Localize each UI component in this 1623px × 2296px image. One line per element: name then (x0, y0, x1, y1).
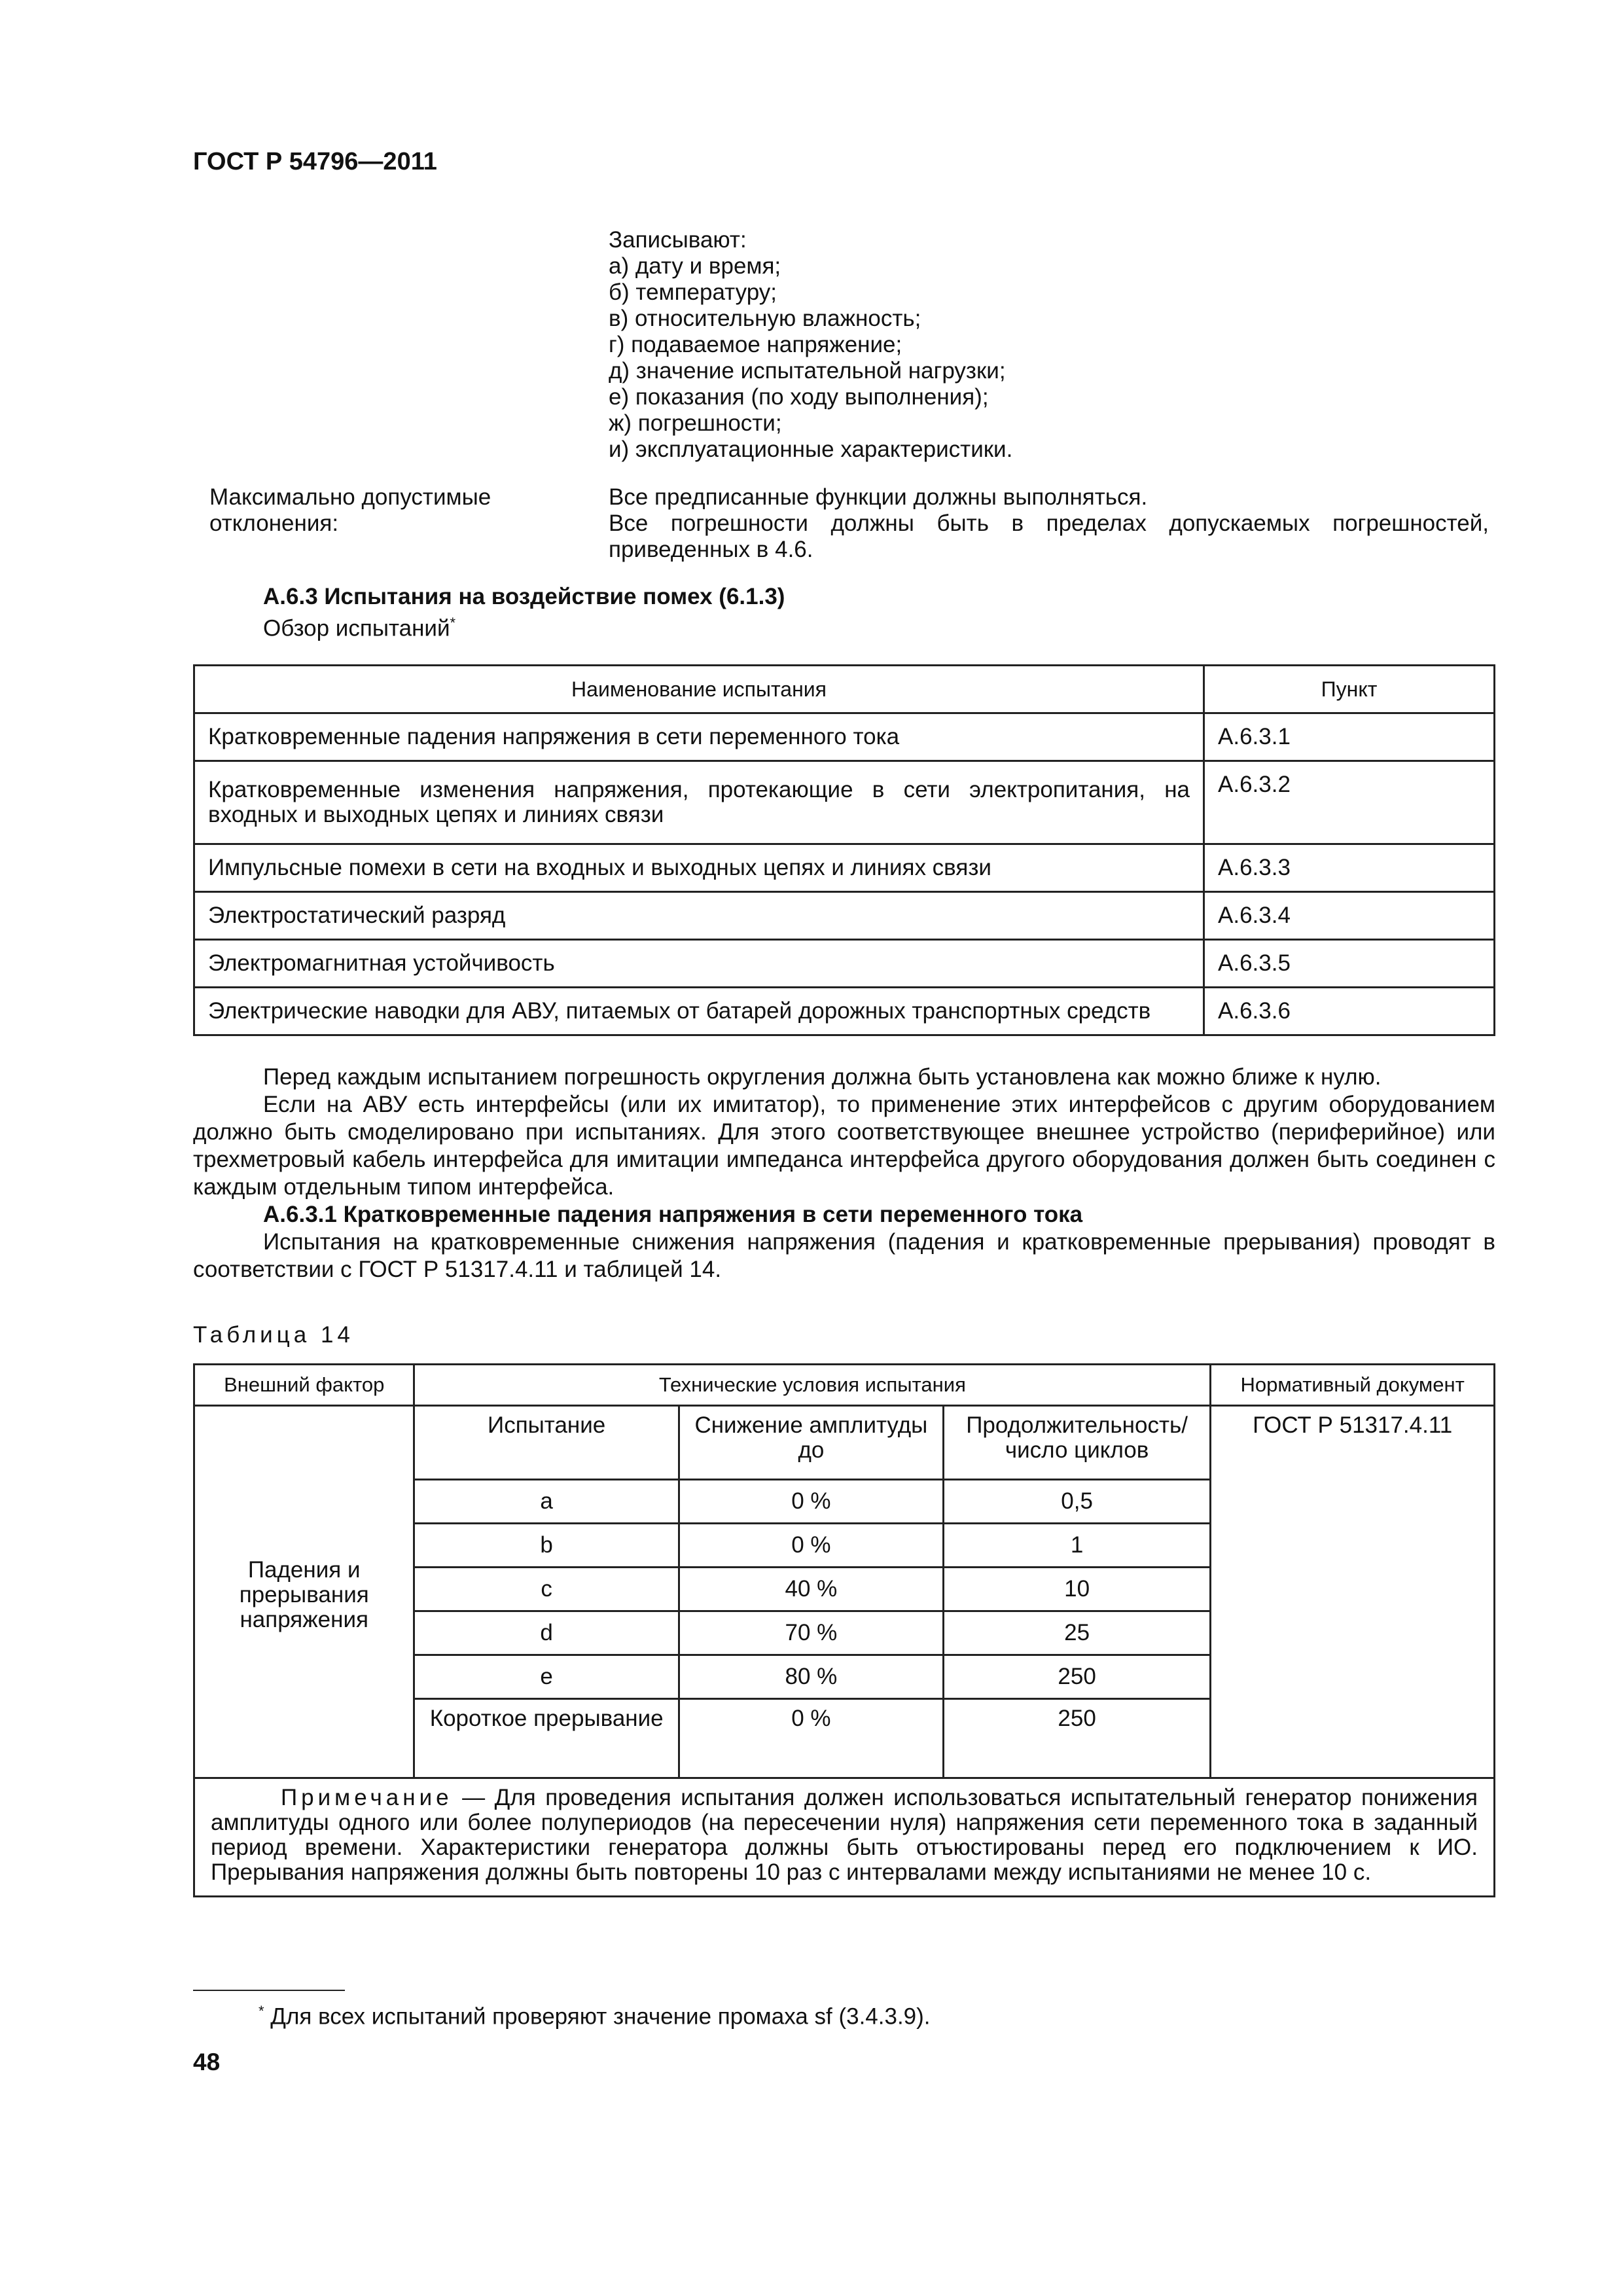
test-item: А.6.3.2 (1204, 761, 1495, 844)
max-deviation-label-line: Максимально допустимые (209, 484, 491, 510)
header-factor: Внешний фактор (194, 1365, 414, 1406)
test-cell: a (414, 1480, 679, 1524)
test-name: Электромагнитная устойчивость (194, 940, 1204, 988)
footnote (259, 2003, 931, 2030)
test-item: А.6.3.6 (1204, 988, 1495, 1035)
footnote-divider (193, 1990, 345, 1991)
table-caption: Таблица 14 (193, 1322, 354, 1348)
max-deviation-value (609, 484, 1489, 563)
table-note (194, 1778, 1495, 1897)
table-row (194, 844, 1495, 892)
table-row (194, 892, 1495, 940)
record-item: и) эксплуатационные характеристики. (609, 437, 1013, 462)
test-cell: b (414, 1524, 679, 1568)
document-cell: ГОСТ Р 51317.4.11 (1211, 1406, 1495, 1778)
record-item: г) подаваемое напряжение; (609, 332, 902, 357)
section-subtitle-text: Обзор испытаний (263, 615, 450, 641)
reduction-cell: 70 % (679, 1611, 943, 1655)
duration-cell: 250 (943, 1699, 1210, 1778)
table-row (194, 713, 1495, 761)
test-cell: Короткое прерывание (414, 1699, 679, 1778)
section-heading (263, 584, 785, 642)
page-number: 48 (193, 2049, 221, 2075)
note-text: — Для проведения испытания должен использоваться испытательный генератор понижения амплитуды одного или более полупериодов (на пересечении нуля) напряжения сети переменного тока в заданный период времени. Характеристики генератора должны быть отъюстированы перед его подключением к ИО. Прерывания напряжения должны быть повторены 10 раз с интервалами между испытаниями не менее 10 с. (211, 1785, 1478, 1885)
record-item: д) значение испытательной нагрузки; (609, 358, 1006, 384)
subheader-duration: Продолжительность/число циклов (943, 1406, 1210, 1480)
record-intro: Записывают: (609, 227, 747, 253)
test-cell: c (414, 1568, 679, 1611)
record-item: б) температуру; (609, 279, 777, 305)
reduction-cell: 80 % (679, 1655, 943, 1699)
document-header: ГОСТ Р 54796—2011 (193, 148, 437, 175)
max-deviation-line: Все предписанные функции должны выполняться. (609, 484, 1148, 510)
reduction-cell: 0 % (679, 1699, 943, 1778)
max-deviation-label-line: отклонения: (209, 511, 339, 536)
duration-cell: 0,5 (943, 1480, 1210, 1524)
reduction-cell: 40 % (679, 1568, 943, 1611)
record-list (609, 227, 1012, 463)
test-name: Импульсные помехи в сети на входных и выходных цепях и линиях связи (194, 844, 1204, 892)
test-item: А.6.3.3 (1204, 844, 1495, 892)
duration-cell: 10 (943, 1568, 1210, 1611)
record-item: ж) погрешности; (609, 410, 782, 436)
subsection-title: А.6.3.1 Кратковременные падения напряжения в сети переменного тока (263, 1202, 1083, 1227)
reduction-cell: 0 % (679, 1524, 943, 1568)
duration-cell: 1 (943, 1524, 1210, 1568)
test-name: Кратковременные изменения напряжения, протекающие в сети электропитания, на входных и выходных цепях и линиях связи (194, 761, 1204, 844)
duration-cell: 25 (943, 1611, 1210, 1655)
footnote-marker: * (259, 2003, 264, 2019)
test-name: Кратковременные падения напряжения в сети переменного тока (194, 713, 1204, 761)
test-item: А.6.3.1 (1204, 713, 1495, 761)
table-row (194, 988, 1495, 1035)
table-header-name: Наименование испытания (194, 666, 1204, 713)
duration-cell: 250 (943, 1655, 1210, 1699)
test-item: А.6.3.5 (1204, 940, 1495, 988)
factor-cell: Падения и прерывания напряжения (194, 1406, 414, 1778)
body-text (193, 1064, 1495, 1283)
paragraph: Перед каждым испытанием погрешность округления должна быть установлена как можно ближе к нулю. (263, 1064, 1382, 1090)
footnote-marker: * (450, 615, 456, 631)
table-row (194, 940, 1495, 988)
dips-table (193, 1363, 1495, 1897)
paragraph: Испытания на кратковременные снижения напряжения (падения и кратковременные прерывания) проводят в соответствии с ГОСТ Р 51317.4.11 и таблицей 14. (193, 1229, 1495, 1282)
subheader-test: Испытание (414, 1406, 679, 1480)
table-row (194, 761, 1495, 844)
table-header-item: Пункт (1204, 666, 1495, 713)
subheader-reduction: Снижение амплитуды до (679, 1406, 943, 1480)
tests-overview-table (193, 664, 1495, 1036)
record-item: е) показания (по ходу выполнения); (609, 384, 989, 410)
test-item: А.6.3.4 (1204, 892, 1495, 940)
record-item: в) относительную влажность; (609, 306, 921, 331)
section-title: А.6.3 Испытания на воздействие помех (6.1.3) (263, 584, 785, 609)
max-deviation-label (209, 484, 491, 537)
header-document: Нормативный документ (1211, 1365, 1495, 1406)
header-conditions: Технические условия испытания (414, 1365, 1211, 1406)
record-item: а) дату и время; (609, 253, 781, 279)
paragraph: Если на АВУ есть интерфейсы (или их имитатор), то применение этих интерфейсов с другим оборудованием должно быть смоделировано при испытаниях. Для этого соответствующее внешнее устройство (периферийное) или трехметровый кабель интерфейса для имитации импеданса интерфейса другого оборудования должен быть соединен с каждым отдельным типом интерфейса. (193, 1092, 1495, 1200)
max-deviation-line: Все погрешности должны быть в пределах допускаемых погрешностей, приведенных в 4.6. (609, 511, 1489, 562)
test-cell: e (414, 1655, 679, 1699)
reduction-cell: 0 % (679, 1480, 943, 1524)
footnote-text: Для всех испытаний проверяют значение промаха sf (3.4.3.9). (270, 2003, 931, 2030)
section-subtitle (263, 610, 785, 642)
test-name: Электростатический разряд (194, 892, 1204, 940)
test-cell: d (414, 1611, 679, 1655)
note-label: Примечание (281, 1785, 453, 1810)
test-name: Электрические наводки для АВУ, питаемых от батарей дорожных транспортных средств (194, 988, 1204, 1035)
